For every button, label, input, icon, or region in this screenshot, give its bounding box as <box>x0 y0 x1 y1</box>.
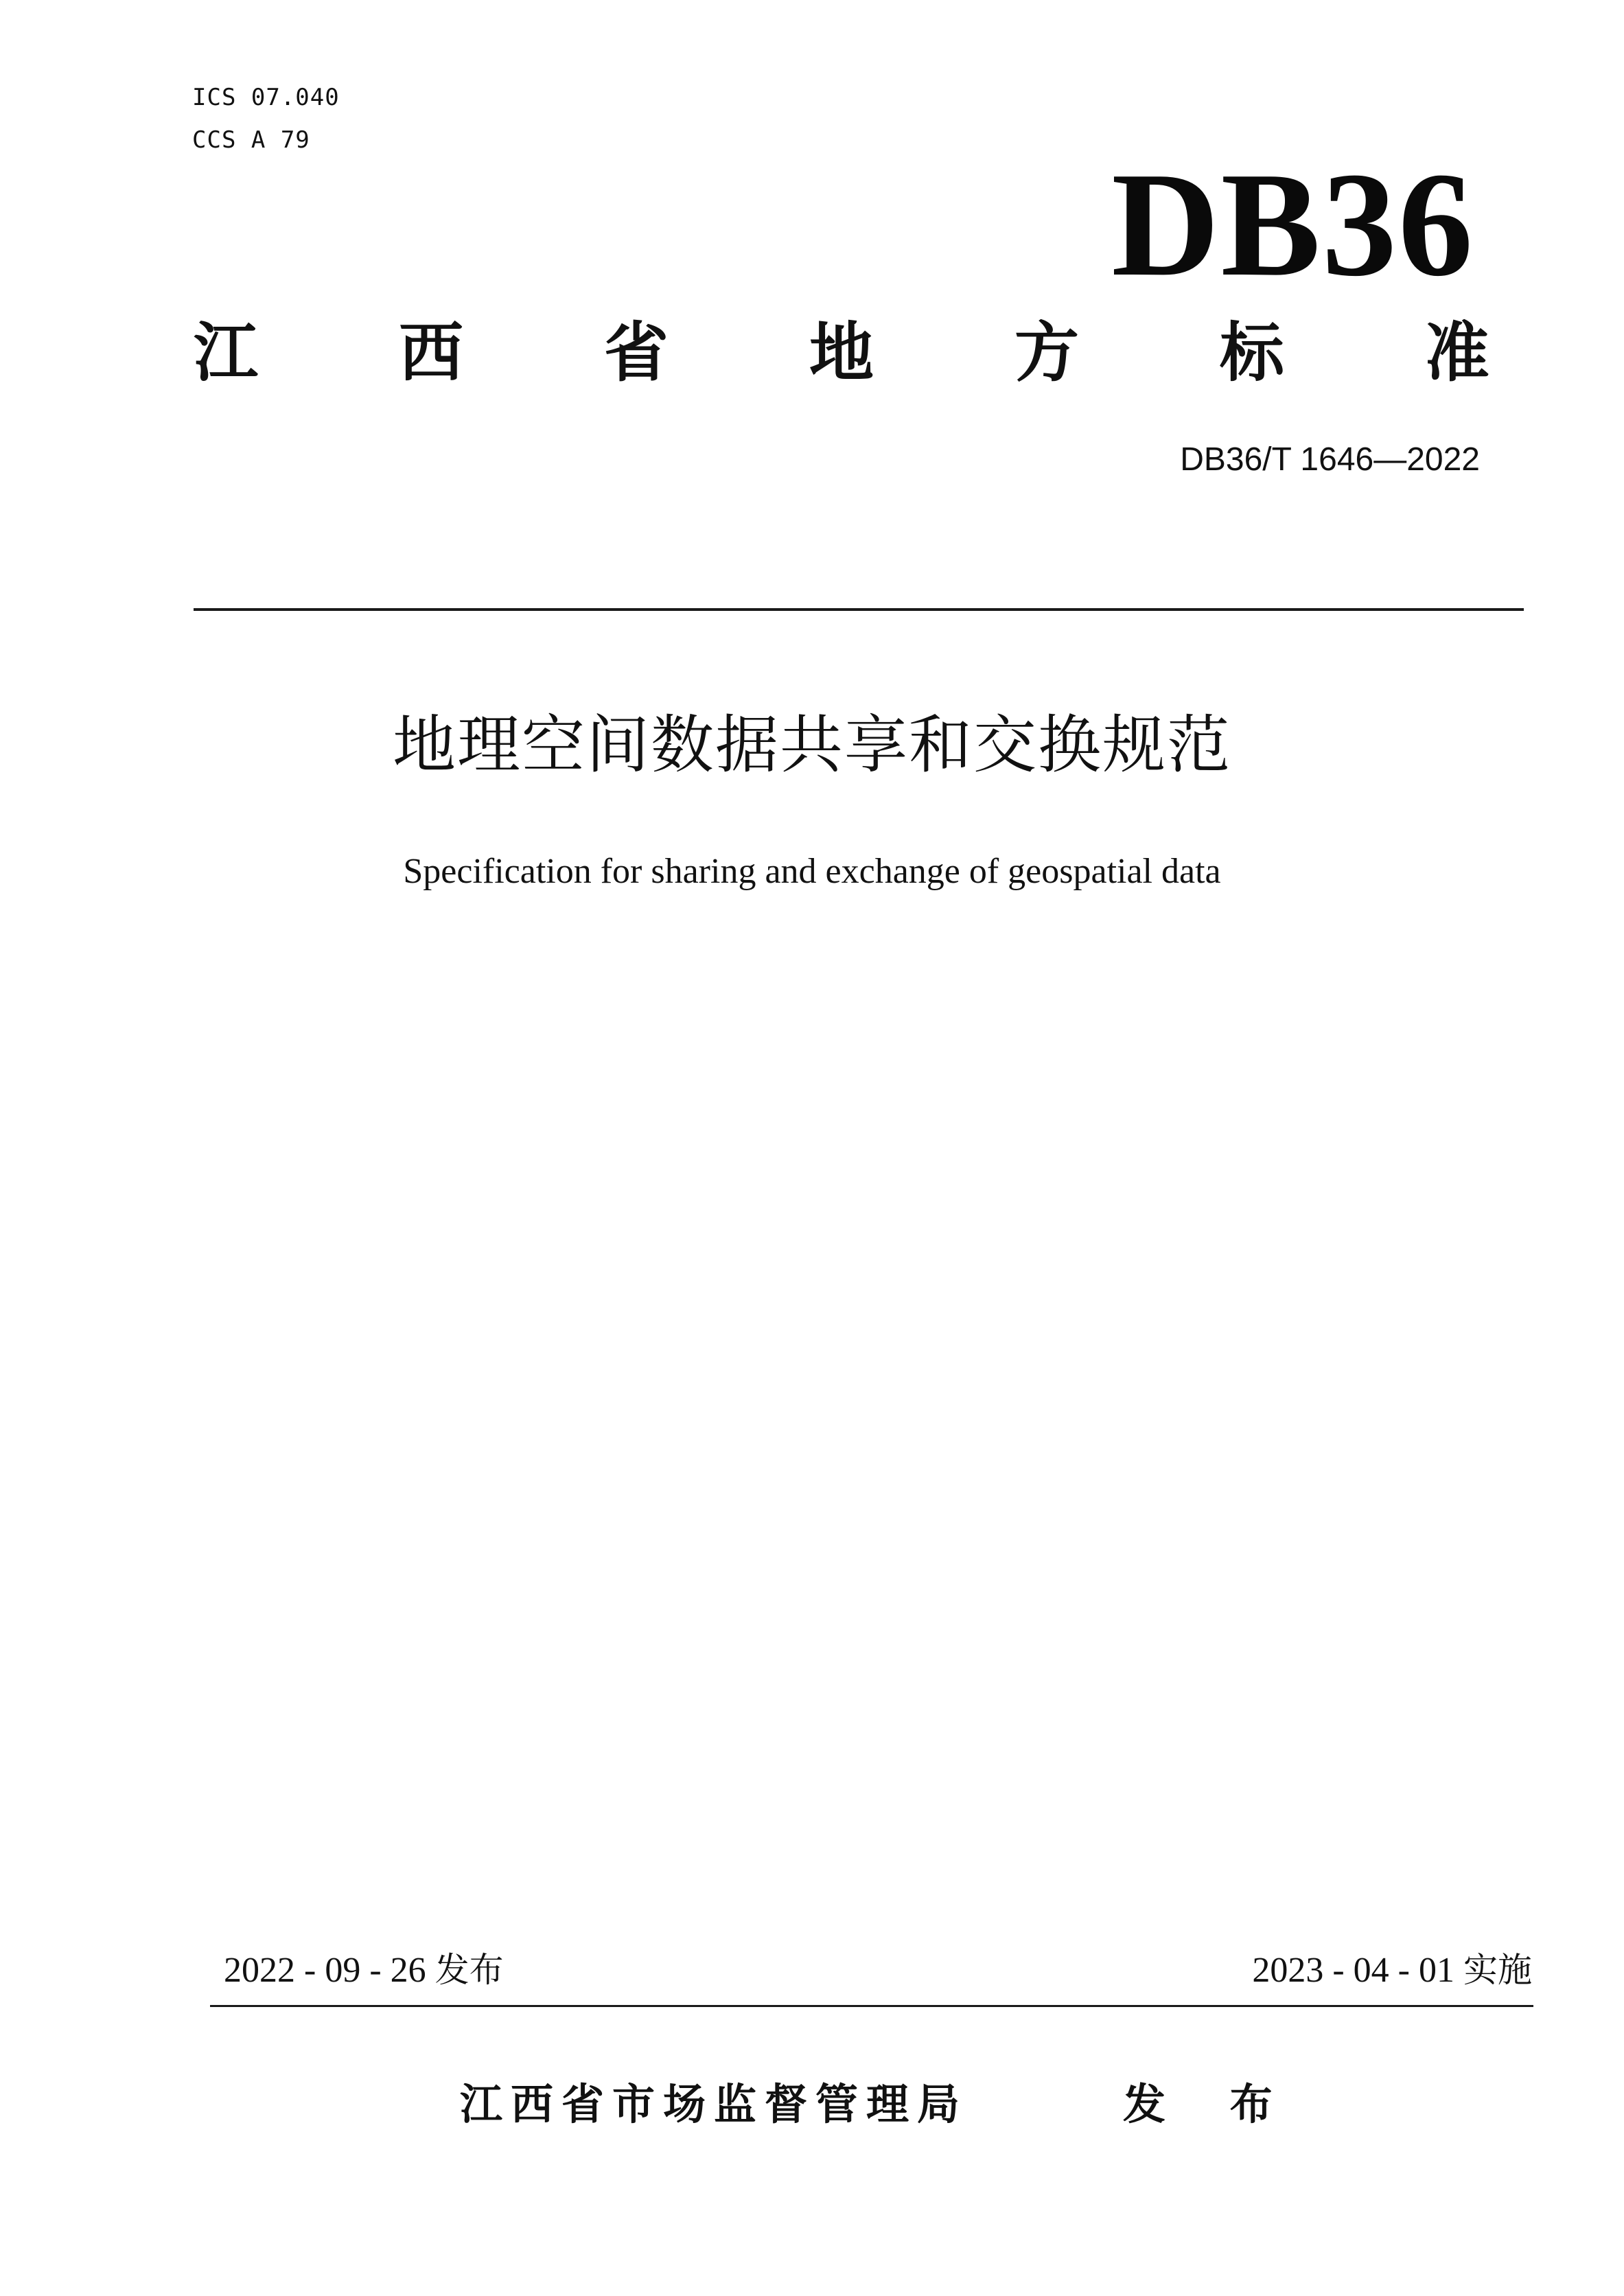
chinese-title: 地理空间数据共享和交换规范 <box>392 708 1231 782</box>
english-title: Specification for sharing and exchange of geospatial data <box>403 852 1221 891</box>
issue-label: 发布 <box>434 1950 504 1990</box>
db36-logo: DB36 <box>1111 142 1474 308</box>
standard-type-heading <box>194 316 1489 391</box>
standard-type-char: 准 <box>1424 316 1489 391</box>
publish-label: 发 布 <box>1123 2079 1297 2129</box>
standard-type-char: 省 <box>603 316 669 391</box>
issue-date: 2022 - 09 - 26 <box>224 1951 426 1990</box>
publisher-name: 江西省市场监督管理局 <box>460 2079 968 2129</box>
issue-date-line <box>224 1948 504 1993</box>
implementation-label: 实施 <box>1463 1950 1532 1990</box>
standard-type-char: 江 <box>194 316 259 391</box>
top-divider <box>194 608 1524 611</box>
implementation-date-line <box>1252 1948 1532 1993</box>
standard-type-char: 方 <box>1014 316 1079 391</box>
standard-type-char: 标 <box>1219 316 1284 391</box>
bottom-divider <box>210 2005 1533 2007</box>
ics-code: ICS 07.040 <box>192 84 340 111</box>
standard-type-char: 地 <box>809 316 874 391</box>
standard-number: DB36/T 1646—2022 <box>1180 441 1480 478</box>
ccs-code: CCS A 79 <box>192 126 310 154</box>
standard-type-char: 西 <box>398 316 463 391</box>
implementation-date: 2023 - 04 - 01 <box>1252 1951 1454 1990</box>
